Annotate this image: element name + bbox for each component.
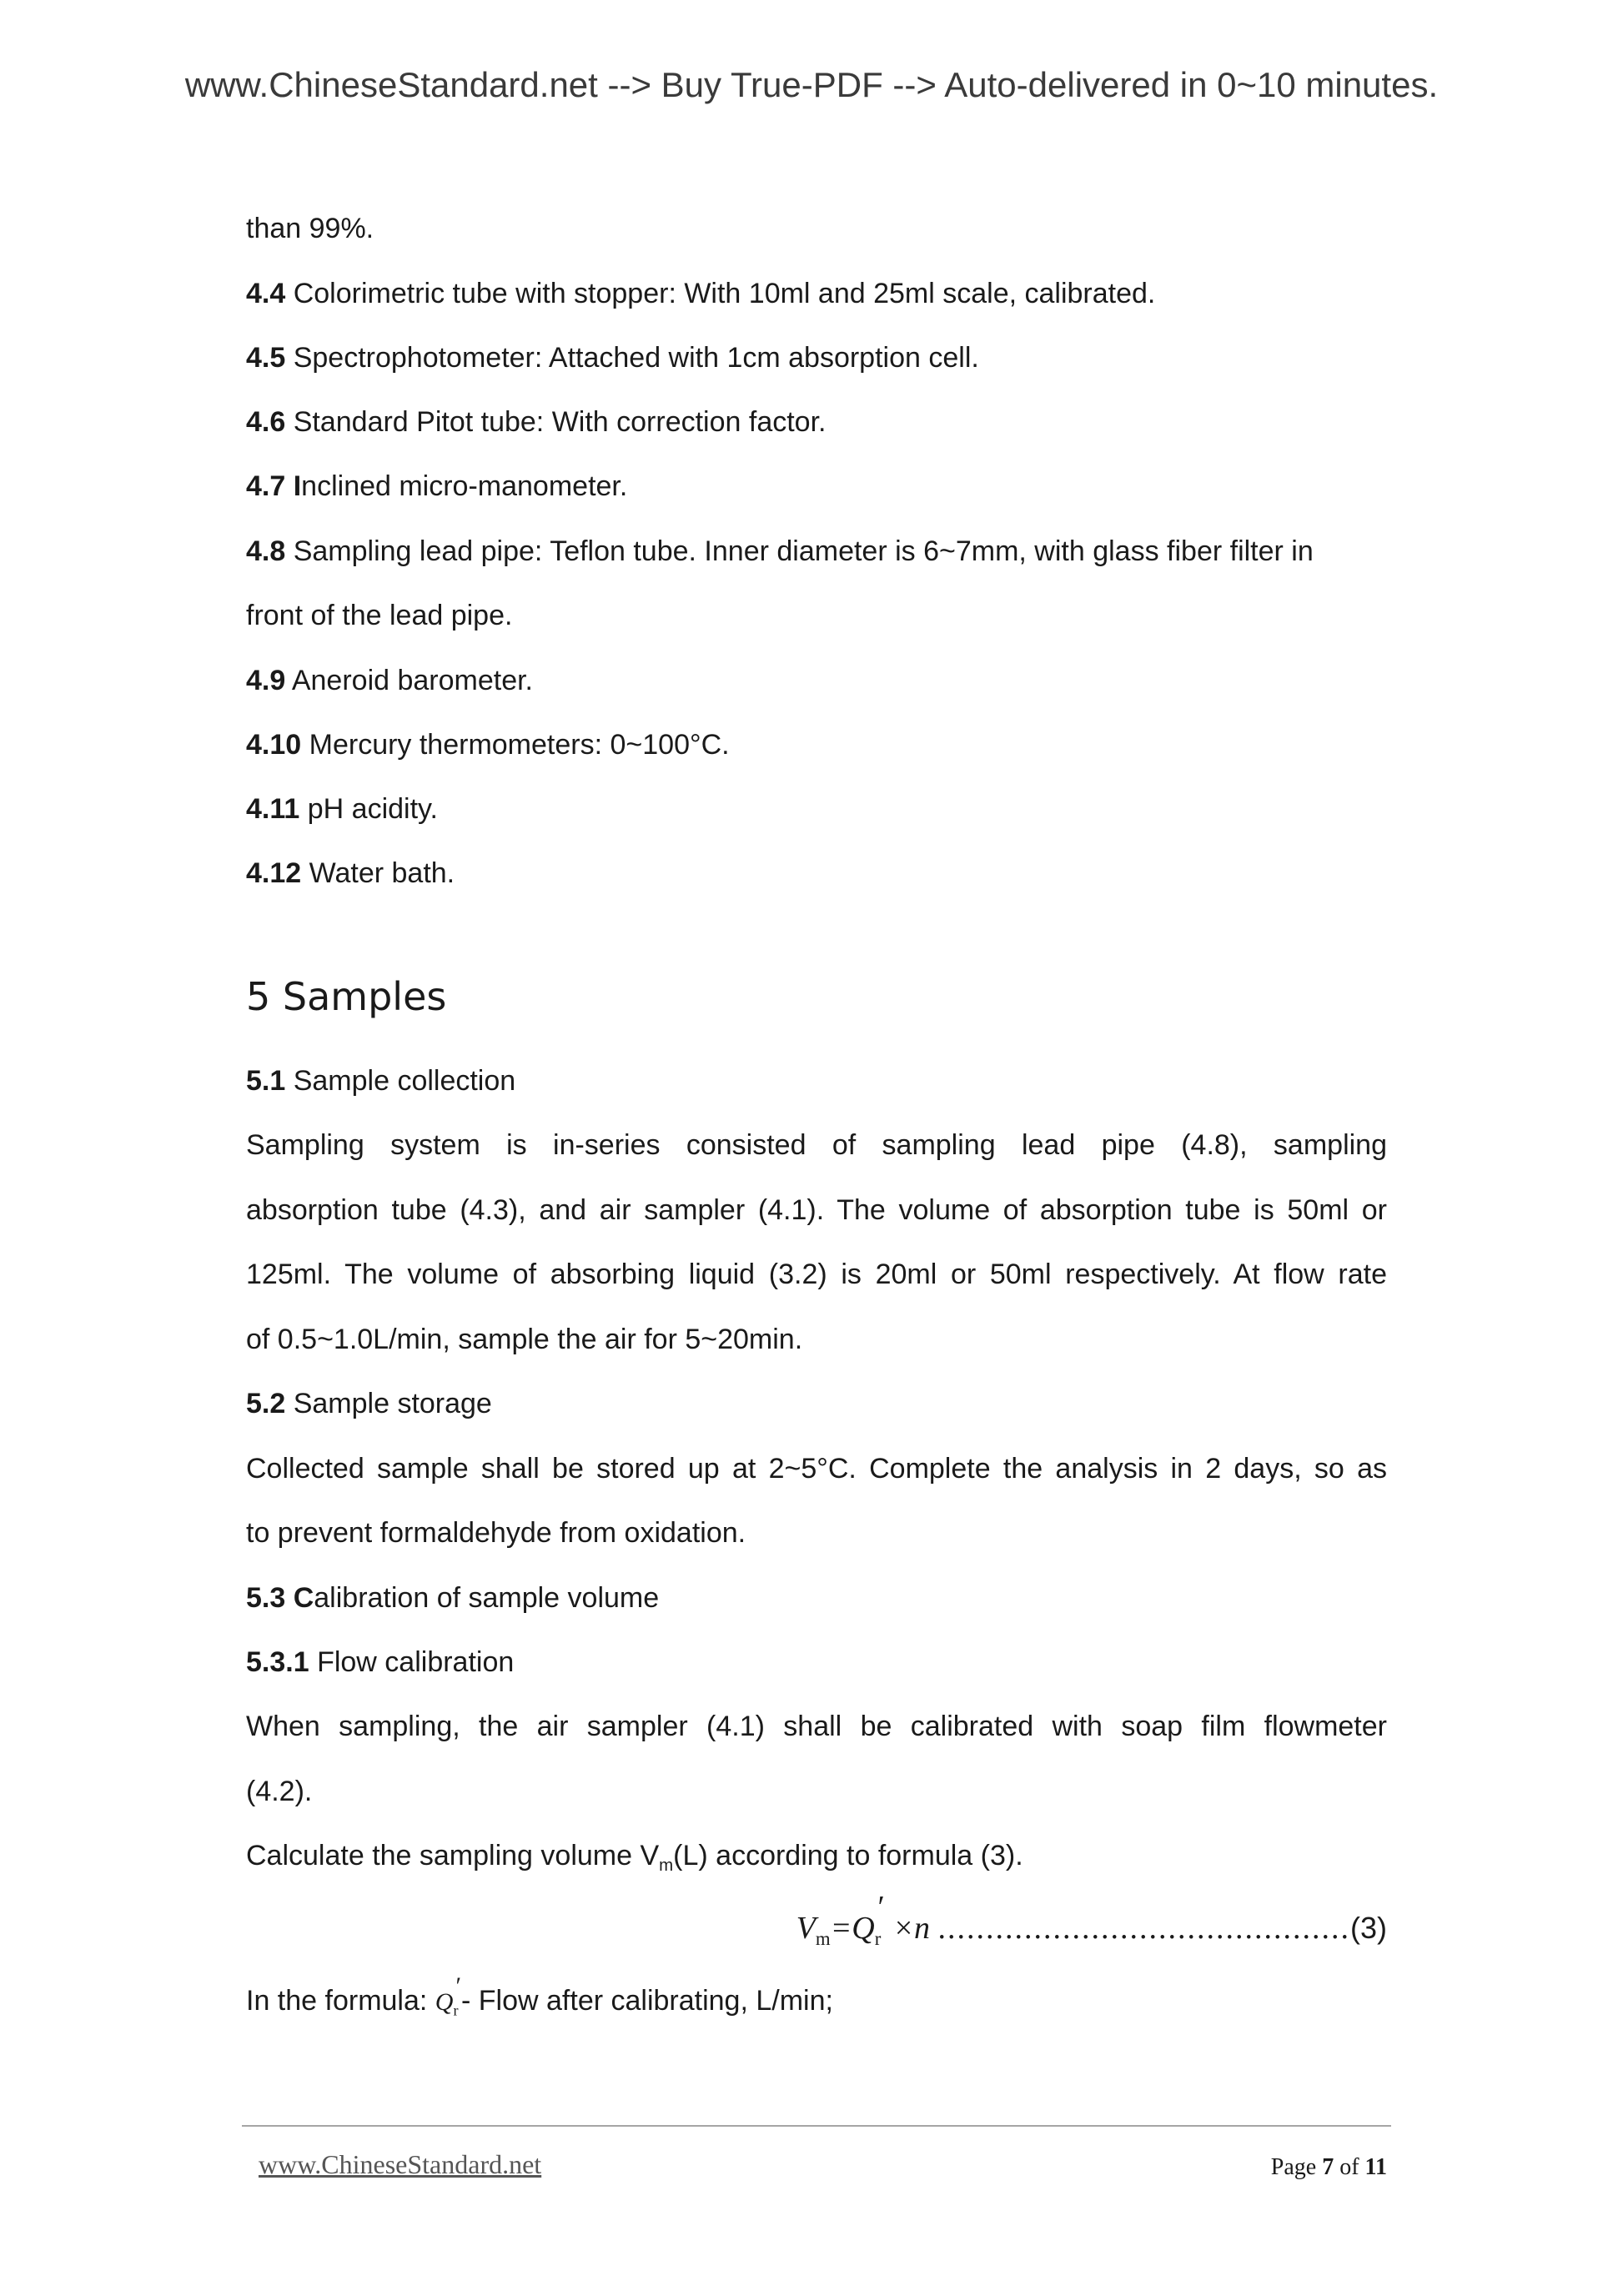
- item-number: 4.12: [246, 857, 302, 889]
- subsection-heading-5-3: [246, 1582, 659, 1615]
- paragraph-line: 125ml. The volume of absorbing liquid (3.2) is 20ml or 50ml respectively. At flow rate: [246, 1259, 1387, 1290]
- subsection-heading-5-1: [246, 1065, 515, 1098]
- text-span: front of the lead pipe.: [246, 600, 513, 631]
- text-span: Calculate the sampling volume V: [246, 1840, 660, 1871]
- paragraph-line: (4.2).: [246, 1776, 313, 1807]
- text-span: - Flow after calibrating, L/min;: [461, 1985, 833, 2017]
- text-span: In the formula:: [246, 1985, 435, 2017]
- item-number: 4.6: [246, 406, 286, 438]
- subsection-heading-5-2: [246, 1388, 492, 1420]
- item-text: nclined micro-manometer.: [301, 470, 628, 502]
- footer-site-link[interactable]: www.ChineseStandard.net: [259, 2149, 542, 2179]
- paragraph-line: [246, 1840, 1023, 1876]
- item-text: pH acidity.: [299, 793, 438, 825]
- footer-divider: [242, 2125, 1391, 2127]
- paragraph-line: Sampling system is in-series consisted of sampling lead pipe (4.8), sampling: [246, 1129, 1387, 1161]
- subsection-heading-5-3-1: [246, 1646, 514, 1679]
- text-line: [246, 600, 512, 632]
- list-item-4-5: [246, 342, 979, 374]
- formula-variable: =Q: [830, 1911, 875, 1946]
- list-item-4-4: [246, 278, 1155, 310]
- item-number: 4.11: [246, 793, 300, 825]
- page-number: 7: [1322, 2154, 1334, 2180]
- item-number: 4.8: [246, 535, 286, 567]
- section-heading: 5 Samples: [246, 974, 447, 1019]
- inline-formula: [435, 1972, 462, 2019]
- item-number: 4.4: [246, 278, 286, 309]
- formula-number: (3): [1350, 1911, 1387, 1945]
- list-item-4-10: [246, 729, 730, 761]
- item-number: 4.9: [246, 665, 286, 696]
- item-number: 4.7 I: [246, 470, 302, 502]
- item-number: 4.10: [246, 729, 302, 761]
- subscript: m: [659, 1856, 674, 1876]
- list-item-4-9: [246, 665, 533, 697]
- leader-dots: ...........................................: [937, 1911, 1350, 1946]
- paragraph-line: When sampling, the air sampler (4.1) shall be calibrated with soap film flowmeter: [246, 1711, 1387, 1742]
- item-text: Spectrophotometer: Attached with 1cm absorption cell.: [285, 342, 979, 374]
- paragraph-line: Collected sample shall be stored up at 2~5°C. Complete the analysis in 2 days, so as: [246, 1453, 1387, 1485]
- item-text: Sample storage: [285, 1388, 492, 1419]
- formula-legend-line: [246, 1972, 833, 2019]
- item-text: Sampling lead pipe: Teflon tube. Inner diameter is 6~7mm, with glass fiber filter in: [285, 535, 1314, 567]
- list-item-4-6: [246, 406, 826, 439]
- item-number: 4.5: [246, 342, 286, 374]
- list-item-4-8: [246, 535, 1314, 568]
- formula-operator: ×n: [884, 1911, 938, 1946]
- item-text: Sample collection: [285, 1065, 516, 1097]
- item-number: 5.3 C: [246, 1582, 314, 1614]
- formula-variable: Q: [435, 1988, 454, 2016]
- subscript: r: [453, 2002, 459, 2019]
- item-text: Colorimetric tube with stopper: With 10ml and 25ml scale, calibrated.: [285, 278, 1156, 309]
- item-text: Aneroid barometer.: [285, 665, 534, 696]
- subscript: r: [874, 1927, 882, 1949]
- item-text: Mercury thermometers: 0~100°C.: [301, 729, 730, 761]
- item-text: Standard Pitot tube: With correction factor.: [285, 406, 827, 438]
- page-total: 11: [1364, 2154, 1387, 2180]
- formula-variable: V: [796, 1911, 816, 1946]
- page-label: Page: [1270, 2154, 1323, 2180]
- item-text: Water bath.: [301, 857, 455, 889]
- prime-mark: ′: [877, 1890, 885, 1926]
- formula-3: [796, 1890, 1387, 1950]
- item-text: Flow calibration: [309, 1646, 515, 1678]
- of-label: of: [1334, 2154, 1365, 2180]
- paragraph-line: to prevent formaldehyde from oxidation.: [246, 1517, 746, 1549]
- item-number: 5.3.1: [246, 1646, 309, 1678]
- list-item-4-7: [246, 470, 627, 503]
- paragraph-line: of 0.5~1.0L/min, sample the air for 5~20min.: [246, 1324, 803, 1355]
- text-span: than 99%.: [246, 213, 374, 244]
- item-number: 5.2: [246, 1388, 286, 1419]
- item-number: 5.1: [246, 1065, 286, 1097]
- subscript: m: [815, 1927, 831, 1949]
- page-indicator: [1271, 2154, 1387, 2181]
- item-text: alibration of sample volume: [314, 1582, 660, 1614]
- header-banner: www.ChineseStandard.net --> Buy True-PDF --> Auto-delivered in 0~10 minutes.: [184, 65, 1439, 104]
- list-item-4-11: [246, 793, 438, 826]
- text-line: [246, 213, 374, 245]
- prime-mark: ′: [455, 1972, 462, 2000]
- list-item-4-12: [246, 857, 455, 890]
- text-span: (L) according to formula (3).: [673, 1840, 1023, 1871]
- paragraph-line: absorption tube (4.3), and air sampler (4.1). The volume of absorption tube is 50ml or: [246, 1194, 1387, 1226]
